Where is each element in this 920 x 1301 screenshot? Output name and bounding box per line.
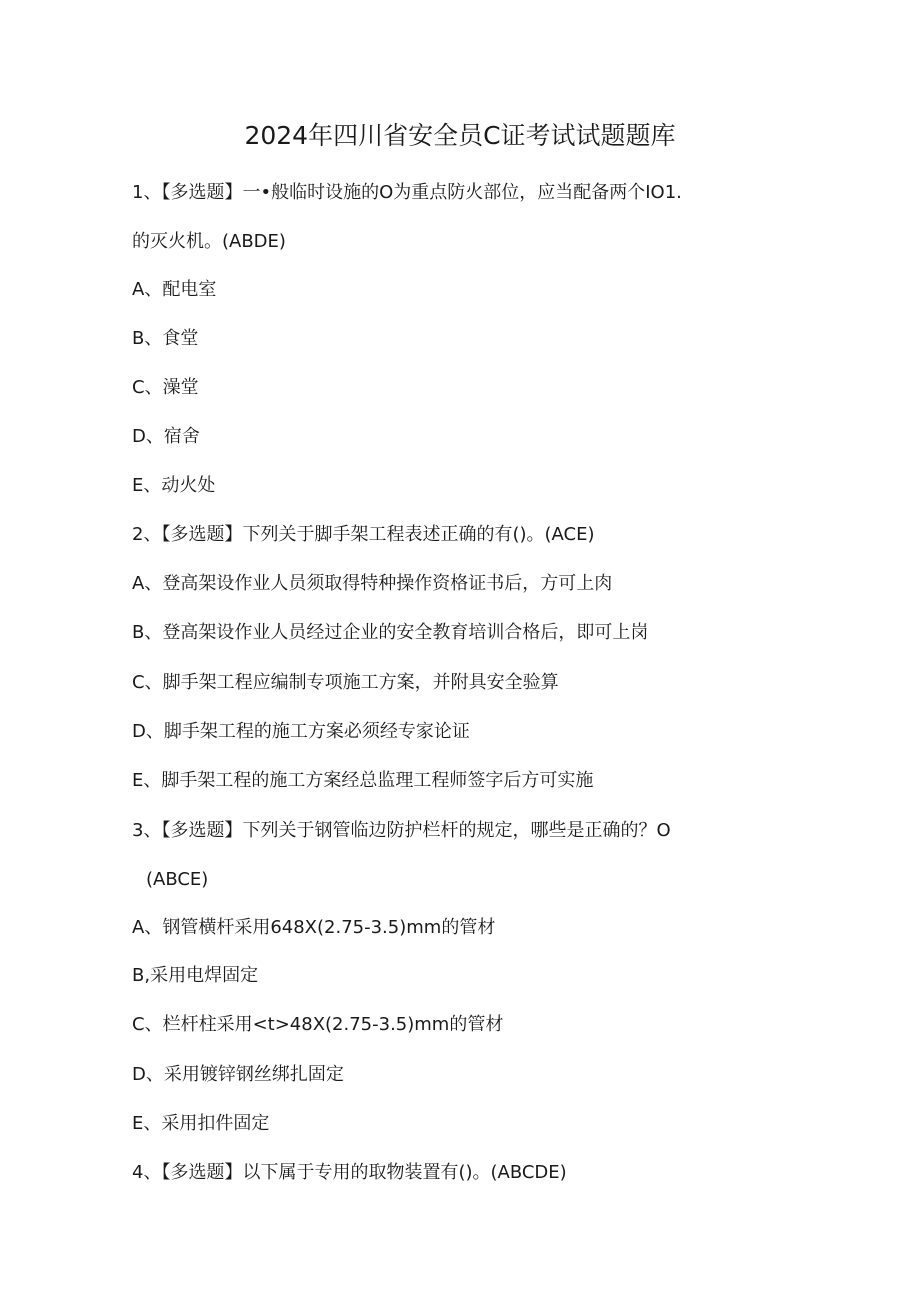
question-1-stem: 1、【多选题】一•般临时设施的O为重点防火部位，应当配备两个IO1. [132, 182, 682, 203]
question-3-stem-cont: (ABCE) [146, 869, 209, 890]
question-1-option-c: C、澡堂 [132, 377, 199, 398]
question-3-stem: 3、【多选题】下列关于钢管临边防护栏杆的规定，哪些是正确的？O [132, 820, 671, 841]
question-2-option-b: B、登高架设作业人员经过企业的安全教育培训合格后，即可上岗 [132, 622, 649, 643]
question-2-option-e: E、脚手架工程的施工方案经总监理工程师签字后方可实施 [132, 770, 594, 791]
question-1-option-d: D、宿舍 [132, 426, 200, 447]
question-4-stem: 4、【多选题】以下属于专用的取物装置有()。(ABCDE) [132, 1162, 567, 1183]
question-3-option-c: C、栏杆柱采用<t>48X(2.75-3.5)mm的管材 [132, 1014, 504, 1035]
question-1-stem-cont: 的灭火机。(ABDE) [132, 231, 286, 252]
question-3-option-e: E、采用扣件固定 [132, 1113, 270, 1134]
question-1-option-e: E、动火处 [132, 475, 216, 496]
question-3-option-a: A、钢管横杆采用648X(2.75-3.5)mm的管材 [132, 917, 496, 938]
question-3-option-b: B,采用电焊固定 [132, 965, 259, 986]
question-2-stem: 2、【多选题】下列关于脚手架工程表述正确的有()。(ACE) [132, 524, 595, 545]
question-2-option-d: D、脚手架工程的施工方案必须经专家论证 [132, 721, 470, 742]
document-title: 2024年四川省安全员C证考试试题题库 [244, 121, 676, 150]
question-1-option-a: A、配电室 [132, 279, 217, 300]
question-1-option-b: B、食堂 [132, 328, 199, 349]
question-2-option-c: C、脚手架工程应编制专项施工方案，并附具安全验算 [132, 672, 559, 693]
question-2-option-a: A、登高架设作业人员须取得特种操作资格证书后，方可上肉 [132, 573, 613, 594]
question-3-option-d: D、采用镀锌钢丝绑扎固定 [132, 1064, 344, 1085]
